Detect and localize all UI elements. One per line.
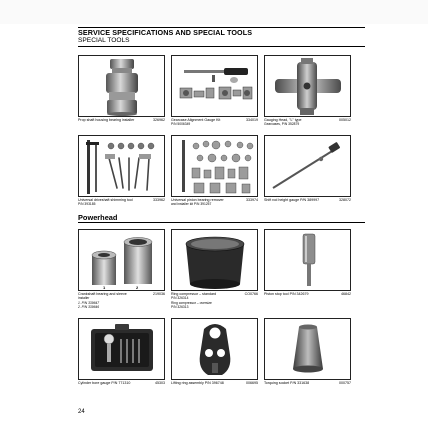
- section-heading-powerhead: Powerhead: [78, 213, 118, 222]
- tool-caption: Ring compressor – standard CO0766 P/N 326314 Ring compressor – oversize P/N 326313: [171, 292, 258, 309]
- tool-caption: Cylinder bore gauge P/N 771310 45303: [78, 381, 165, 385]
- tool-caption: Prop shaft housing bearing installer 326962: [78, 118, 165, 122]
- tool-image-shift-rod-height-gauge: [264, 135, 351, 197]
- tool-image-gauging-head: [264, 55, 351, 117]
- tool-note: 2. P/N 339646: [78, 304, 100, 309]
- tool-caption: Torquing socket P/N 331638 000757: [264, 381, 351, 385]
- tool-caption: Shift rod height gauge P/N 389997 328072: [264, 198, 351, 202]
- page-title: SERVICE SPECIFICATIONS AND SPECIAL TOOLS: [78, 28, 253, 37]
- scan-top-band: [0, 0, 428, 24]
- tool-caption: Universal driveshaft shimming tool 333962 P/N 393185: [78, 198, 165, 207]
- callout-label-2: 2: [136, 285, 139, 290]
- tool-image-lifting-ring: [171, 318, 258, 380]
- page-subtitle: SPECIAL TOOLS: [78, 37, 130, 44]
- tool-image-torquing-socket: [264, 318, 351, 380]
- page-number: 24: [78, 409, 85, 415]
- tool-caption: Crankshaft bearing and sleeve 219036 installer 1. P/N 339647 2. P/N 339646: [78, 292, 165, 309]
- tool-image-cylinder-bore-gauge: [78, 318, 165, 380]
- subtitle-rule: [78, 46, 365, 47]
- tool-image-alignment-gauge-kit: [171, 55, 258, 117]
- tool-image-crankshaft-sleeve-installer: [78, 229, 165, 291]
- tool-image-prop-shaft-installer: [78, 55, 165, 117]
- section-rule: [78, 222, 365, 223]
- tool-caption: Lifting ring assembly P/N 396748 006695: [171, 381, 258, 385]
- tool-image-driveshaft-shimming-tool: [78, 135, 165, 197]
- tool-caption: Piston stop tool P/N 342679 46842: [264, 292, 351, 296]
- tool-caption: Gauging Head, "L" type 005012 Gearcases, P/N 352879: [264, 118, 351, 127]
- tool-note: Ring compressor – oversize: [171, 300, 212, 305]
- callout-label-1: 1: [103, 285, 106, 290]
- tool-note: P/N 326313: [171, 304, 189, 309]
- tool-image-piston-stop-tool: [264, 229, 351, 291]
- tool-image-pinion-bearing-kit: [171, 135, 258, 197]
- tool-caption: Gearcase Alignment Gauge Kit 334019 P/N 5006349: [171, 118, 258, 127]
- tool-note: 1. P/N 339647: [78, 300, 100, 305]
- tool-caption: Universal pinion bearing remover 333974 and installer kit P/N 391257: [171, 198, 258, 207]
- tool-image-ring-compressor: [171, 229, 258, 291]
